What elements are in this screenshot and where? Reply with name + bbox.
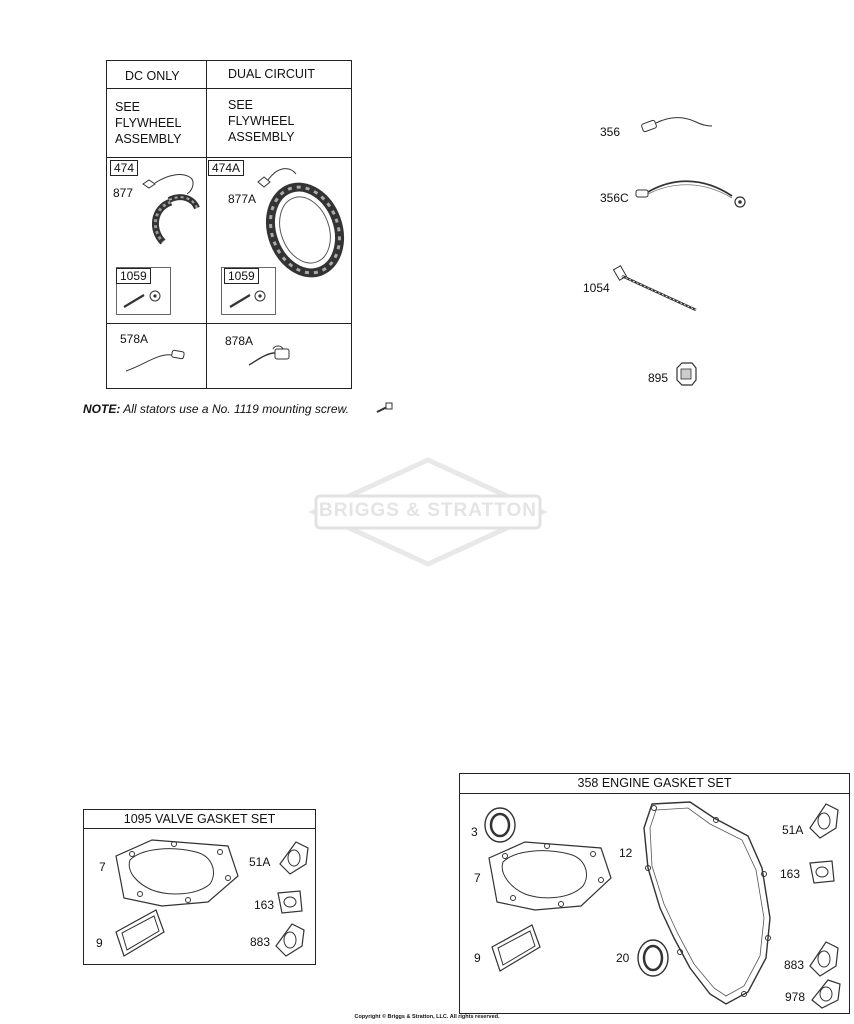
mounting-screw-icon: [375, 402, 395, 414]
dual-see-flywheel-text: SEE FLYWHEEL ASSEMBLY: [228, 98, 295, 144]
engine-seal-20-drawing: [633, 936, 673, 980]
valve-part-9-label: 9: [96, 936, 103, 950]
engine-part-12-label: 12: [619, 846, 633, 860]
note-text: All stators use a No. 1119 mounting screw.: [120, 402, 349, 416]
engine-gasket-set-title: 358 ENGINE GASKET SET: [577, 776, 732, 790]
stator-table-row-divider: [106, 157, 352, 158]
part-474a-label: 474A: [208, 160, 244, 176]
part-356-drawing: [638, 110, 718, 140]
valve-part-7-label: 7: [99, 860, 106, 874]
engine-gasket-51a-drawing: [806, 800, 842, 842]
dc-screw-washer-drawing: [120, 285, 170, 313]
dc-stator-drawing: [135, 168, 215, 248]
lead-878a-drawing: [245, 343, 305, 373]
engine-part-163-label: 163: [780, 867, 801, 881]
engine-part-9-label: 9: [474, 951, 481, 965]
valve-gasket-set-title-divider: [83, 828, 316, 829]
part-356-label: 356: [600, 125, 621, 139]
part-1054-drawing: [612, 264, 702, 314]
engine-part-883-label: 883: [784, 958, 805, 972]
valve-gasket-set-title: 1095 VALVE GASKET SET: [123, 812, 276, 826]
part-356c-label: 356C: [600, 191, 629, 205]
engine-gasket-978-drawing: [808, 976, 844, 1012]
part-895-label: 895: [648, 371, 669, 385]
engine-part-3-label: 3: [471, 825, 478, 839]
engine-part-20-label: 20: [616, 951, 630, 965]
part-895-drawing: [672, 360, 702, 390]
engine-gasket-883-drawing: [806, 938, 842, 980]
valve-part-163-label: 163: [254, 898, 275, 912]
valve-head-gasket-drawing: [112, 836, 242, 911]
stator-note: [83, 402, 349, 416]
watermark-text: BRIGGS & STRATTON: [319, 500, 537, 521]
dual-kit-1059-label: 1059: [224, 268, 259, 284]
valve-gasket-883-drawing: [272, 920, 308, 960]
dc-kit-1059-label: 1059: [116, 268, 151, 284]
valve-gasket-51a-drawing: [276, 838, 312, 878]
engine-part-978-label: 978: [785, 990, 806, 1004]
dual-circuit-header: DUAL CIRCUIT: [228, 67, 316, 81]
stator-table-header-divider: [106, 88, 352, 89]
valve-part-51a-label: 51A: [249, 855, 271, 869]
part-1054-label: 1054: [583, 281, 610, 295]
copyright-text: Copyright © Briggs & Stratton, LLC. All rights reserved.: [354, 1014, 500, 1020]
part-877-label: 877: [113, 186, 134, 200]
valve-part-883-label: 883: [250, 935, 271, 949]
engine-head-gasket-drawing: [485, 838, 615, 918]
part-356c-drawing: [632, 170, 752, 215]
dc-see-flywheel-text: SEE FLYWHEEL ASSEMBLY: [115, 100, 182, 146]
dual-screw-washer-drawing: [226, 285, 276, 313]
lead-578a-drawing: [124, 345, 194, 375]
valve-gasket-163-drawing: [272, 885, 308, 919]
valve-cover-gasket-drawing: [110, 906, 170, 961]
engine-gasket-set-title-divider: [459, 793, 850, 794]
engine-cover-gasket-9-drawing: [486, 921, 546, 976]
engine-part-7-label: 7: [474, 871, 481, 885]
dc-only-header: DC ONLY: [125, 69, 180, 83]
note-prefix: NOTE:: [83, 402, 121, 416]
engine-gasket-163-drawing: [804, 855, 840, 889]
part-578a-label: 578A: [120, 332, 149, 346]
engine-part-51a-label: 51A: [782, 823, 804, 837]
part-878a-label: 878A: [225, 334, 254, 348]
part-474-label: 474: [110, 160, 138, 176]
stator-table-row-divider: [106, 323, 352, 324]
part-877a-label: 877A: [228, 192, 257, 206]
